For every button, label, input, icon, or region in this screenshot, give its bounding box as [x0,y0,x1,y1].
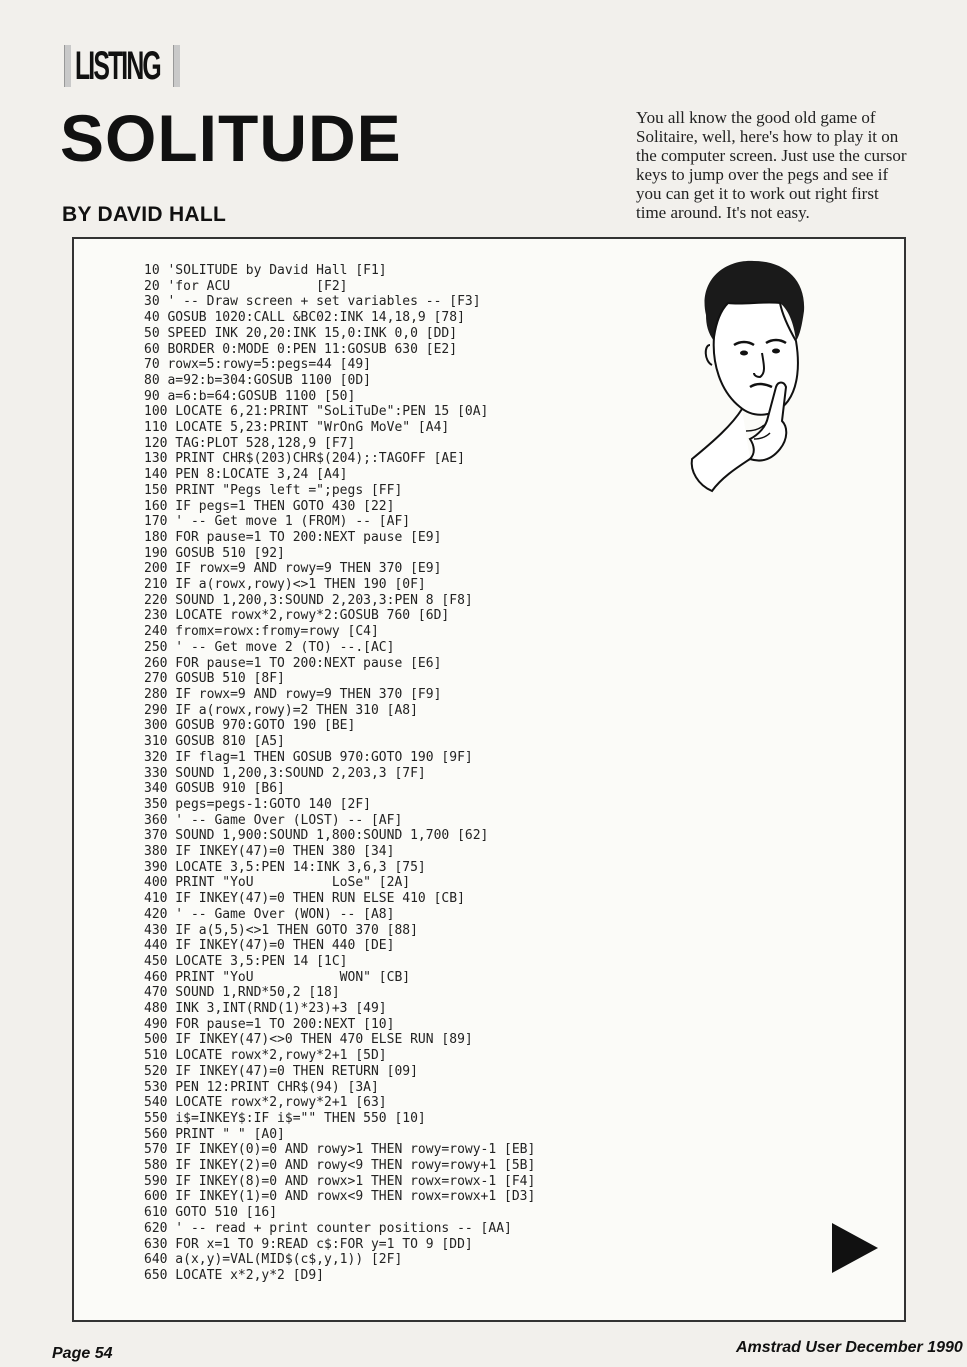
listing-line: 180 FOR pause=1 TO 200:NEXT pause [E9] [144,529,442,545]
listing-line: 250 ' -- Get move 2 (TO) --.[AC] [144,639,395,655]
listing-line: 460 PRINT "YoU WON" [CB] [144,969,411,985]
listing-line: 380 IF INKEY(47)=0 THEN 380 [34] [144,844,395,860]
listing-line: 430 IF a(5,5)<>1 THEN GOTO 370 [88] [144,922,418,938]
listing-line: 480 INK 3,INT(RND(1)*23)+3 [49] [144,1001,387,1017]
listing-line: 500 IF INKEY(47)<>0 THEN 470 ELSE RUN [89] [144,1032,473,1048]
listing-line: 570 IF INKEY(0)=0 AND rowy>1 THEN rowy=rowy-1 [EB] [144,1142,536,1158]
listing-line: 160 IF pegs=1 THEN GOTO 430 [22] [144,498,395,514]
listing-line: 630 FOR x=1 TO 9:READ c$:FOR y=1 TO 9 [DD] [144,1236,473,1252]
listing-line: 420 ' -- Game Over (WON) -- [A8] [144,906,395,922]
listing-line: 390 LOCATE 3,5:PEN 14:INK 3,6,3 [75] [144,859,426,875]
continue-arrow-icon [832,1223,878,1273]
listing-line: 220 SOUND 1,200,3:SOUND 2,203,3:PEN 8 [F8] [144,592,473,608]
listing-line: 170 ' -- Get move 1 (FROM) -- [AF] [144,514,411,530]
listing-line: 10 'SOLITUDE by David Hall [F1] [144,263,387,278]
listing-line: 210 IF a(rowx,rowy)<>1 THEN 190 [0F] [144,577,426,593]
listing-line: 300 GOSUB 970:GOTO 190 [BE] [144,718,356,734]
listing-line: 530 PEN 12:PRINT CHR$(94) [3A] [144,1079,379,1095]
listing-line: 230 LOCATE rowx*2,rowy*2:GOSUB 760 [6D] [144,608,450,624]
listing-line: 470 SOUND 1,RND*50,2 [18] [144,985,340,1001]
listing-line: 510 LOCATE rowx*2,rowy*2+1 [5D] [144,1048,387,1064]
listing-line: 100 LOCATE 6,21:PRINT "SoLiTuDe":PEN 15 [0A] [144,404,489,420]
listing-line: 110 LOCATE 5,23:PRINT "WrOnG MoVe" [A4] [144,420,450,436]
listing-line: 340 GOSUB 910 [B6] [144,781,285,797]
listing-line: 650 LOCATE x*2,y*2 [D9] [144,1268,325,1283]
listing-line: 450 LOCATE 3,5:PEN 14 [1C] [144,953,348,969]
program-listing-box [72,237,906,1322]
listing-line: 330 SOUND 1,200,3:SOUND 2,203,3 [7F] [144,765,426,781]
listing-line: 280 IF rowx=9 AND rowy=9 THEN 370 [F9] [144,686,442,702]
listing-line: 440 IF INKEY(47)=0 THEN 440 [DE] [144,938,395,954]
listing-line: 90 a=6:b=64:GOSUB 1100 [50] [144,388,356,404]
page-number: Page 54 [52,1345,113,1362]
listing-line: 370 SOUND 1,900:SOUND 1,800:SOUND 1,700 [62] [144,828,489,844]
tag-bar-left [64,45,71,87]
issue-info: Amstrad User December 1990 [736,1339,963,1356]
listing-line: 50 SPEED INK 20,20:INK 15,0:INK 0,0 [DD] [144,325,458,341]
listing-line: 140 PEN 8:LOCATE 3,24 [A4] [144,467,348,483]
listing-line: 190 GOSUB 510 [92] [144,545,285,561]
listing-line: 310 GOSUB 810 [A5] [144,734,285,750]
listing-line: 400 PRINT "YoU LoSe" [2A] [144,875,411,891]
listing-line: 240 fromx=rowx:fromy=rowy [C4] [144,624,379,640]
listing-line: 320 IF flag=1 THEN GOSUB 970:GOTO 190 [9F] [144,749,473,765]
listing-line: 350 pegs=pegs-1:GOTO 140 [2F] [144,796,371,812]
listing-line: 520 IF INKEY(47)=0 THEN RETURN [09] [144,1063,418,1079]
listing-line: 410 IF INKEY(47)=0 THEN RUN ELSE 410 [CB] [144,891,465,907]
listing-line: 290 IF a(rowx,rowy)=2 THEN 310 [A8] [144,702,418,718]
listing-line: 550 i$=INKEY$:IF i$="" THEN 550 [10] [144,1110,426,1126]
listing-line: 20 'for ACU [F2] [144,278,348,294]
listing-line: 610 GOTO 510 [16] [144,1205,278,1221]
tag-bar-right [173,45,180,87]
listing-line: 490 FOR pause=1 TO 200:NEXT [10] [144,1016,395,1032]
article-title: SOLITUDE [60,101,402,175]
section-tag [64,44,180,88]
listing-line: 540 LOCATE rowx*2,rowy*2+1 [63] [144,1095,387,1111]
listing-line: 150 PRINT "Pegs left =";pegs [FF] [144,482,403,498]
listing-line: 600 IF INKEY(1)=0 AND rowx<9 THEN rowx=rowx+1 [D3] [144,1189,536,1205]
listing-line: 560 PRINT " " [A0] [144,1126,285,1142]
program-listing [144,263,535,1284]
listing-line: 120 TAG:PLOT 528,128,9 [F7] [144,435,356,451]
listing-line: 590 IF INKEY(8)=0 AND rowx>1 THEN rowx=rowx-1 [F4] [144,1173,536,1189]
listing-line: 360 ' -- Game Over (LOST) -- [AF] [144,812,403,828]
listing-line: 580 IF INKEY(2)=0 AND rowy<9 THEN rowy=rowy+1 [5B] [144,1158,536,1174]
listing-line: 640 a(x,y)=VAL(MID$(c$,y,1)) [2F] [144,1252,403,1268]
listing-line: 80 a=92:b=304:GOSUB 1100 [0D] [144,372,371,388]
listing-line: 30 ' -- Draw screen + set variables -- [F3] [144,294,481,310]
article-byline: BY DAVID HALL [62,203,227,226]
listing-line: 260 FOR pause=1 TO 200:NEXT pause [E6] [144,655,442,671]
listing-line: 40 GOSUB 1020:CALL &BC02:INK 14,18,9 [78] [144,310,465,326]
listing-line: 130 PRINT CHR$(203)CHR$(204);:TAGOFF [AE] [144,451,465,467]
listing-line: 620 ' -- read + print counter positions -- [AA] [144,1220,512,1236]
listing-line: 200 IF rowx=9 AND rowy=9 THEN 370 [E9] [144,561,442,577]
thinking-man-illustration [684,253,819,503]
section-label: LISTING [75,43,160,88]
listing-line: 60 BORDER 0:MODE 0:PEN 11:GOSUB 630 [E2] [144,341,458,357]
article-intro: You all know the good old game of Solitaire, well, here's how to play it on the computer screen. Just use the cursor keys to jump over the pegs and see if you can get it to work out right first time around. It's not easy. [636,108,907,222]
listing-line: 70 rowx=5:rowy=5:pegs=44 [49] [144,357,371,373]
listing-line: 270 GOSUB 510 [8F] [144,671,285,687]
